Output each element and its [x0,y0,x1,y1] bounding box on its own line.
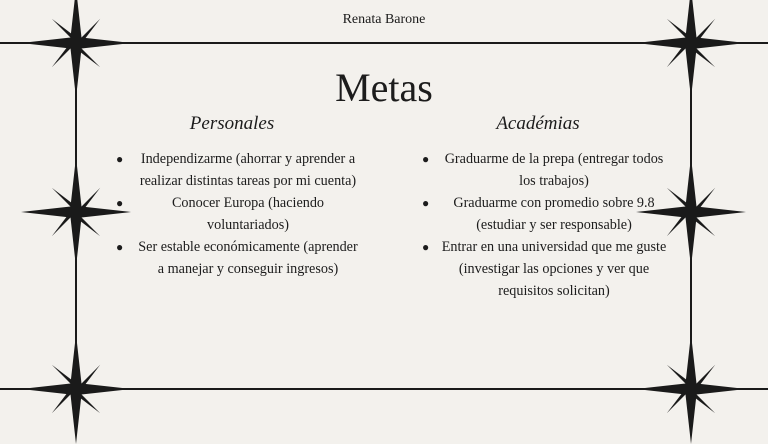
list-item [112,148,362,192]
bullet-icon: ● [422,196,430,210]
list-item-text: Entrar en una universidad que me guste (investigar las opciones y ver que requisitos solicitan) [441,239,667,299]
list-item-text: Conocer Europa (haciendo voluntariados) [171,195,325,233]
bullet-icon: ● [116,240,124,254]
bullet-icon: ● [422,152,430,166]
personales-heading: Personales [189,113,275,134]
list-item [112,236,362,280]
author-name: Renata Barone [342,12,426,27]
list-item-text: Graduarme de la prepa (entregar todos los trabajos) [444,151,664,189]
academias-list [418,148,668,302]
bullet-icon: ● [116,196,124,210]
list-item-text: Graduarme con promedio sobre 9.8 (estudiar y ser responsable) [453,195,655,233]
list-item [418,148,668,192]
bullet-icon: ● [116,152,124,166]
list-item [418,236,668,302]
academias-heading: Académias [496,113,580,134]
list-item-text: Ser estable económicamente (aprender a manejar y conseguir ingresos) [138,239,358,277]
personales-list [112,148,362,280]
list-item [418,192,668,236]
page-title: Metas [335,65,433,110]
star-icon [21,334,131,444]
list-item-text: Independizarme (ahorrar y aprender a realizar distintas tareas por mi cuenta) [139,151,357,189]
star-icon [636,334,746,444]
list-item [112,192,362,236]
bullet-icon: ● [422,240,430,254]
